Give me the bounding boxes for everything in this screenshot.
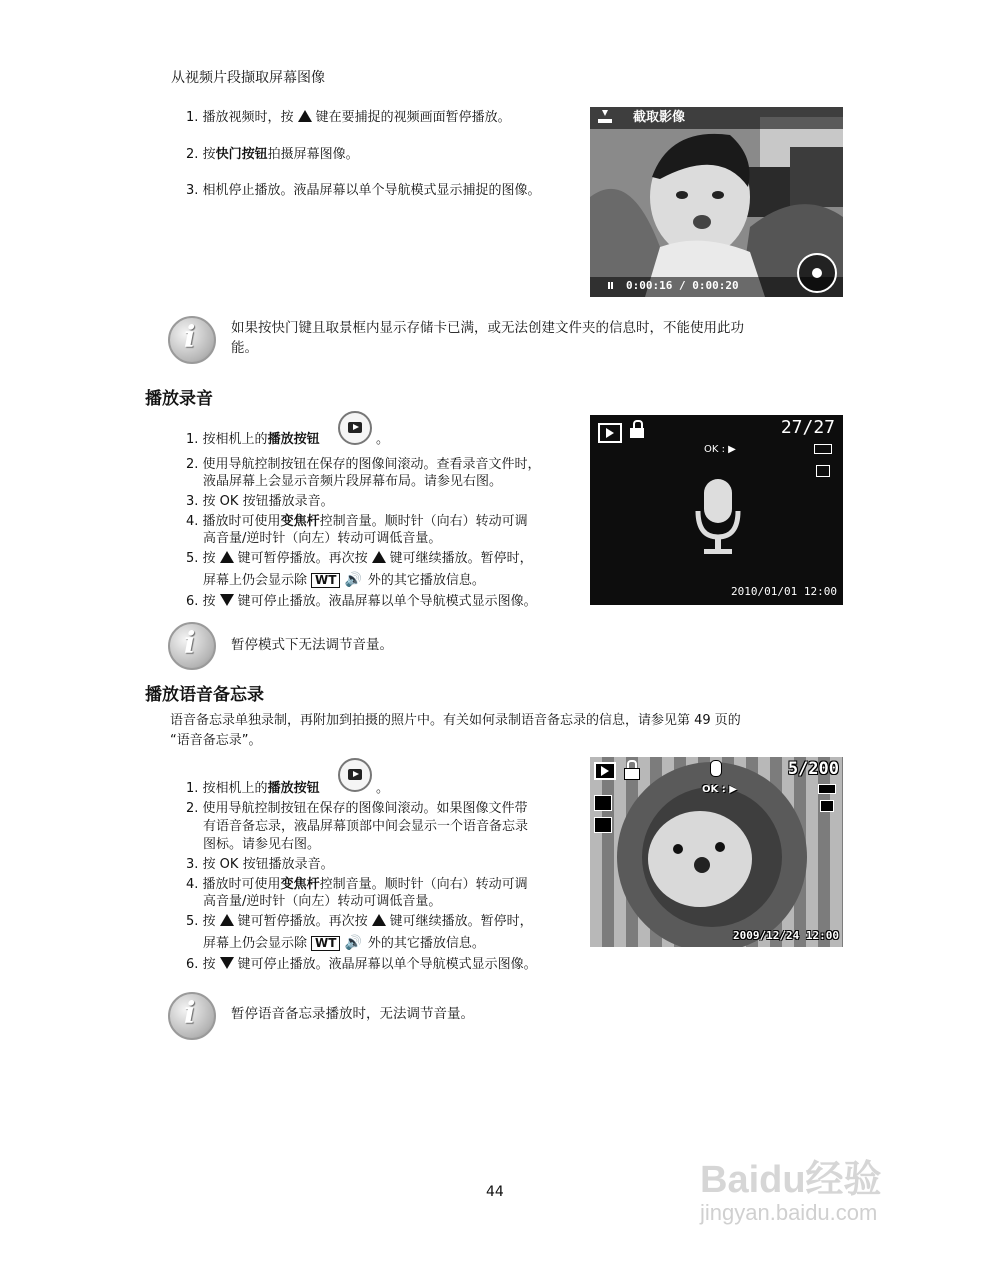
play-button-icon: [338, 758, 372, 792]
down-arrow-icon: [220, 594, 234, 606]
capture-label: 截取影像: [633, 110, 686, 125]
voice-memo-intro-2: “语音备忘录”。: [170, 733, 262, 748]
step-3: 3. 相机停止播放。液晶屏幕以单个导航模式显示捕捉的图像。: [186, 183, 541, 198]
pause-icon: [608, 282, 610, 289]
audio-playback-screen: [590, 415, 843, 605]
microphone-icon: [688, 475, 748, 565]
memory-card-icon: [820, 800, 834, 812]
recording-date: 2010/01/01 12:00: [731, 585, 837, 598]
play-mode-icon: [594, 762, 616, 780]
dpof-icon: [594, 795, 612, 811]
battery-icon: [818, 784, 836, 794]
rec-step-2: 2. 使用导航控制按钮在保存的图像间滚动。查看录音文件时，: [186, 457, 541, 472]
photo-date: 2009/12/24 12:00: [733, 929, 839, 942]
memo-step-1: 1. 按相机上的播放按钮 。: [186, 780, 320, 797]
memo-step-6: 6. 按 键可停止播放。液晶屏幕以单个导航模式显示图像。: [186, 957, 537, 972]
watermark-url: jingyan.baidu.com: [700, 1200, 878, 1225]
file-counter: 5/200: [787, 759, 839, 779]
rec-step-4: 4. 播放时可使用变焦杆控制音量。顺时针（向右）转动可调: [186, 514, 528, 529]
memo-step-3: 3. 按 OK 按钮播放录音。: [186, 857, 334, 872]
up-arrow-icon: [372, 914, 386, 926]
wt-key-icon: WT: [311, 573, 340, 588]
ok-play-hint: OK : ▶: [704, 444, 736, 455]
memory-card-icon: [816, 465, 830, 477]
wt-key-icon: WT: [311, 936, 340, 951]
capture-icon: [598, 110, 612, 124]
note-text-3: 暂停语音备忘录播放时，无法调节音量。: [231, 1006, 474, 1022]
rec-step-3: 3. 按 OK 按钮播放录音。: [186, 494, 334, 509]
speaker-icon: 🔊: [344, 935, 362, 951]
memo-step-4: 4. 播放时可使用变焦杆控制音量。顺时针（向右）转动可调: [186, 877, 528, 892]
memo-step-5-cont: 屏幕上仍会显示除 WT 🔊 外的其它播放信息。: [203, 935, 485, 951]
rec-step-1: 1. 按相机上的播放按钮 。: [186, 431, 320, 448]
video-capture-screen: [590, 107, 843, 297]
rec-step-5: 5. 按 键可暂停播放。再次按 键可继续播放。暂停时，: [186, 551, 533, 566]
section-heading-play-recording: 播放录音: [145, 389, 213, 409]
file-counter: 27/27: [780, 417, 835, 438]
note-text-2: 暂停模式下无法调节音量。: [231, 637, 393, 653]
voice-memo-icon: [710, 760, 722, 777]
memo-step-5: 5. 按 键可暂停播放。再次按 键可继续播放。暂停时，: [186, 914, 533, 929]
watermark-logo: Baidu经验: [700, 1159, 882, 1201]
down-arrow-icon: [220, 957, 234, 969]
info-icon: i: [168, 316, 216, 364]
voice-memo-intro-1: 语音备忘录单独录制，再附加到拍摄的照片中。有关如何录制语音备忘录的信息，请参见第 49 页的: [170, 713, 741, 728]
rec-step-5-cont: 屏幕上仍会显示除 WT 🔊 外的其它播放信息。: [203, 572, 485, 588]
memo-step-2-cont2: 图标。请参见右图。: [203, 837, 321, 852]
note-text-1b: 能。: [231, 340, 258, 356]
memo-step-2: 2. 使用导航控制按钮在保存的图像间滚动。如果图像文件带: [186, 801, 528, 816]
nav-dial-icon: [797, 253, 837, 293]
info-icon: i: [168, 622, 216, 670]
section-heading-capture: 从视频片段撷取屏幕图像: [171, 70, 325, 86]
ok-play-hint: OK : ▶: [702, 784, 737, 795]
step-2: 2. 按快门按钮拍摄屏幕图像。: [186, 147, 359, 162]
rec-step-4-cont: 高音量/逆时针（向左）转动可调低音量。: [203, 531, 442, 546]
print-icon: [594, 817, 612, 833]
rec-step-2-cont: 液晶屏幕上会显示音频片段屏幕布局。请参见右图。: [203, 474, 503, 489]
up-arrow-icon: [298, 110, 312, 122]
memo-step-2-cont: 有语音备忘录，液晶屏幕顶部中间会显示一个语音备忘录: [203, 819, 529, 834]
rec-step-6: 6. 按 键可停止播放。液晶屏幕以单个导航模式显示图像。: [186, 594, 537, 609]
lock-icon: [624, 765, 638, 777]
section-heading-voice-memo: 播放语音备忘录: [145, 685, 264, 705]
step-1: 1. 播放视频时，按 键在要捕捉的视频画面暂停播放。: [186, 110, 511, 125]
voice-memo-screen: [590, 757, 843, 947]
info-icon: i: [168, 992, 216, 1040]
up-arrow-icon: [220, 914, 234, 926]
lock-icon: [630, 425, 644, 437]
up-arrow-icon: [220, 551, 234, 563]
page-number: 44: [486, 1184, 504, 1200]
speaker-icon: 🔊: [344, 572, 362, 588]
play-mode-icon: [598, 423, 622, 443]
up-arrow-icon: [372, 551, 386, 563]
play-button-icon: [338, 411, 372, 445]
battery-icon: [814, 444, 832, 454]
memo-step-4-cont: 高音量/逆时针（向左）转动可调低音量。: [203, 894, 442, 909]
note-text-1a: 如果按快门键且取景框内显示存储卡已满，或无法创建文件夹的信息时，不能使用此功: [231, 320, 744, 336]
video-time: 0:00:16 / 0:00:20: [626, 279, 739, 292]
